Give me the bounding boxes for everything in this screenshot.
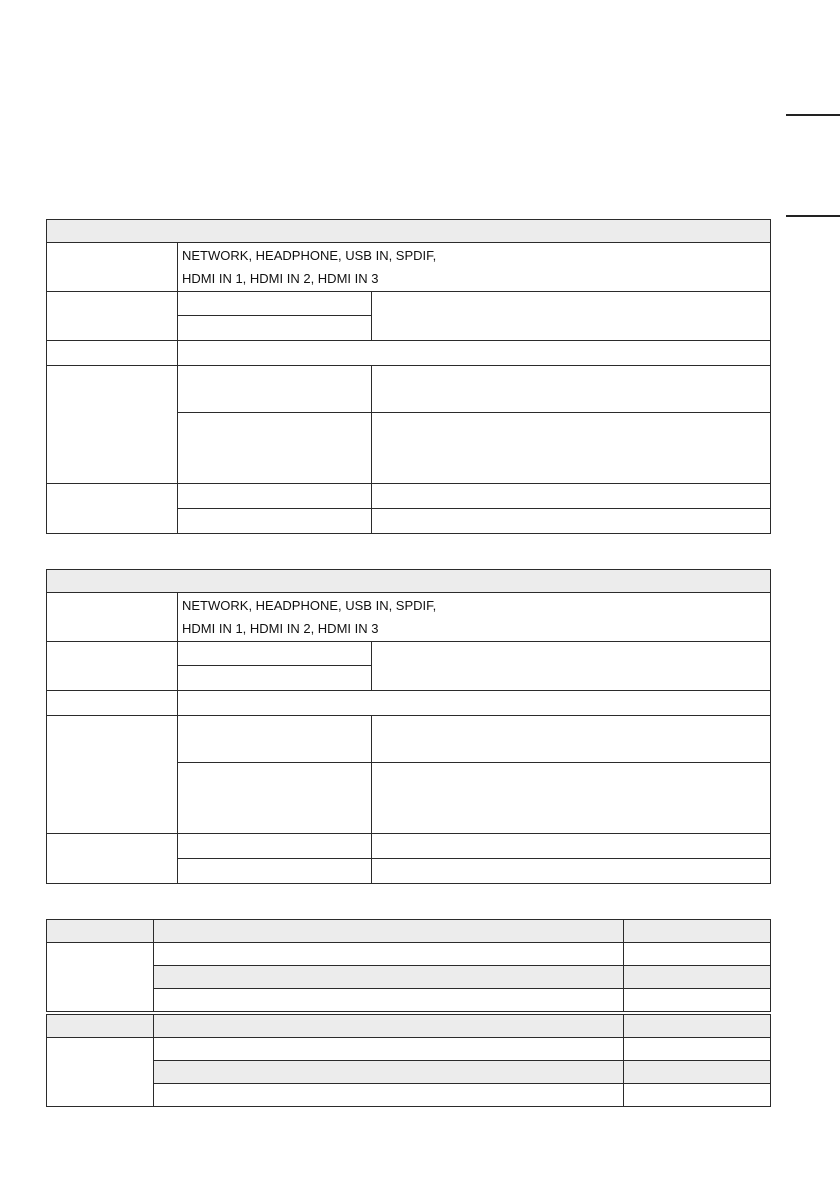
table-cell — [178, 691, 771, 716]
table-row — [47, 834, 771, 859]
row-label-cell — [47, 243, 178, 292]
table-row — [47, 691, 771, 716]
table-cell — [178, 366, 372, 413]
table-header-cell — [47, 1015, 154, 1038]
row-label-cell — [47, 484, 178, 534]
table-cell — [624, 1038, 771, 1061]
table-cell — [624, 989, 771, 1012]
table-header-cell — [154, 1015, 624, 1038]
table-row — [47, 1084, 771, 1107]
table-row — [47, 716, 771, 763]
spec-table-2 — [46, 569, 771, 884]
ports-line-2: HDMI IN 1, HDMI IN 2, HDMI IN 3 — [182, 621, 379, 636]
row-label-cell — [47, 691, 178, 716]
table-cell — [372, 413, 771, 484]
ports-cell — [178, 593, 771, 642]
table-cell — [178, 292, 372, 316]
table-header-cell — [624, 1015, 771, 1038]
side-tab-rule-bottom — [786, 215, 840, 217]
table-cell — [372, 763, 771, 834]
table-header-row — [47, 1015, 771, 1038]
table-row — [47, 341, 771, 366]
table-cell — [372, 859, 771, 884]
table-header-row — [47, 570, 771, 593]
table-cell — [372, 716, 771, 763]
table-row — [47, 243, 771, 292]
table-row — [47, 642, 771, 666]
table-cell — [154, 966, 624, 989]
table-cell — [178, 834, 372, 859]
table-cell — [372, 292, 771, 341]
table-cell — [178, 763, 372, 834]
table-cell — [624, 1061, 771, 1084]
table-row — [47, 292, 771, 316]
ports-line-1: NETWORK, HEADPHONE, USB IN, SPDIF, — [182, 248, 437, 263]
ports-line-2: HDMI IN 1, HDMI IN 2, HDMI IN 3 — [182, 271, 379, 286]
table-cell — [178, 484, 372, 509]
ports-cell — [178, 243, 771, 292]
table-row — [47, 943, 771, 966]
table-cell — [178, 716, 372, 763]
table-header-row — [47, 220, 771, 243]
table-cell — [154, 989, 624, 1012]
table-header-cell — [154, 920, 624, 943]
row-label-cell — [47, 292, 178, 341]
table-header — [47, 570, 771, 593]
table-cell — [624, 966, 771, 989]
row-label-cell — [47, 366, 178, 484]
row-label-cell — [47, 642, 178, 691]
mode-table-1 — [46, 919, 771, 1012]
table-cell — [178, 509, 372, 534]
row-label-cell — [47, 943, 154, 1012]
ports-line-1: NETWORK, HEADPHONE, USB IN, SPDIF, — [182, 598, 437, 613]
row-label-cell — [47, 1038, 154, 1107]
table-cell — [372, 366, 771, 413]
table-cell — [372, 484, 771, 509]
table-header-cell — [47, 920, 154, 943]
table-cell — [372, 834, 771, 859]
row-label-cell — [47, 341, 178, 366]
table-header — [47, 220, 771, 243]
table-cell — [154, 943, 624, 966]
table-row — [47, 593, 771, 642]
spec-table-1 — [46, 219, 771, 534]
table-header-cell — [624, 920, 771, 943]
table-row — [47, 966, 771, 989]
table-cell — [372, 509, 771, 534]
table-row — [47, 484, 771, 509]
table-row — [47, 1038, 771, 1061]
table-row — [47, 1061, 771, 1084]
table-row — [47, 989, 771, 1012]
table-cell — [178, 859, 372, 884]
table-cell — [624, 943, 771, 966]
row-label-cell — [47, 716, 178, 834]
mode-table-2 — [46, 1014, 771, 1107]
row-label-cell — [47, 834, 178, 884]
table-cell — [178, 316, 372, 341]
table-cell — [154, 1061, 624, 1084]
table-cell — [154, 1084, 624, 1107]
table-cell — [178, 413, 372, 484]
table-cell — [178, 642, 372, 666]
row-label-cell — [47, 593, 178, 642]
table-cell — [372, 642, 771, 691]
table-row — [47, 366, 771, 413]
table-cell — [154, 1038, 624, 1061]
table-cell — [178, 666, 372, 691]
table-cell — [624, 1084, 771, 1107]
table-header-row — [47, 920, 771, 943]
side-tab-rule-top — [786, 114, 840, 116]
table-cell — [178, 341, 771, 366]
